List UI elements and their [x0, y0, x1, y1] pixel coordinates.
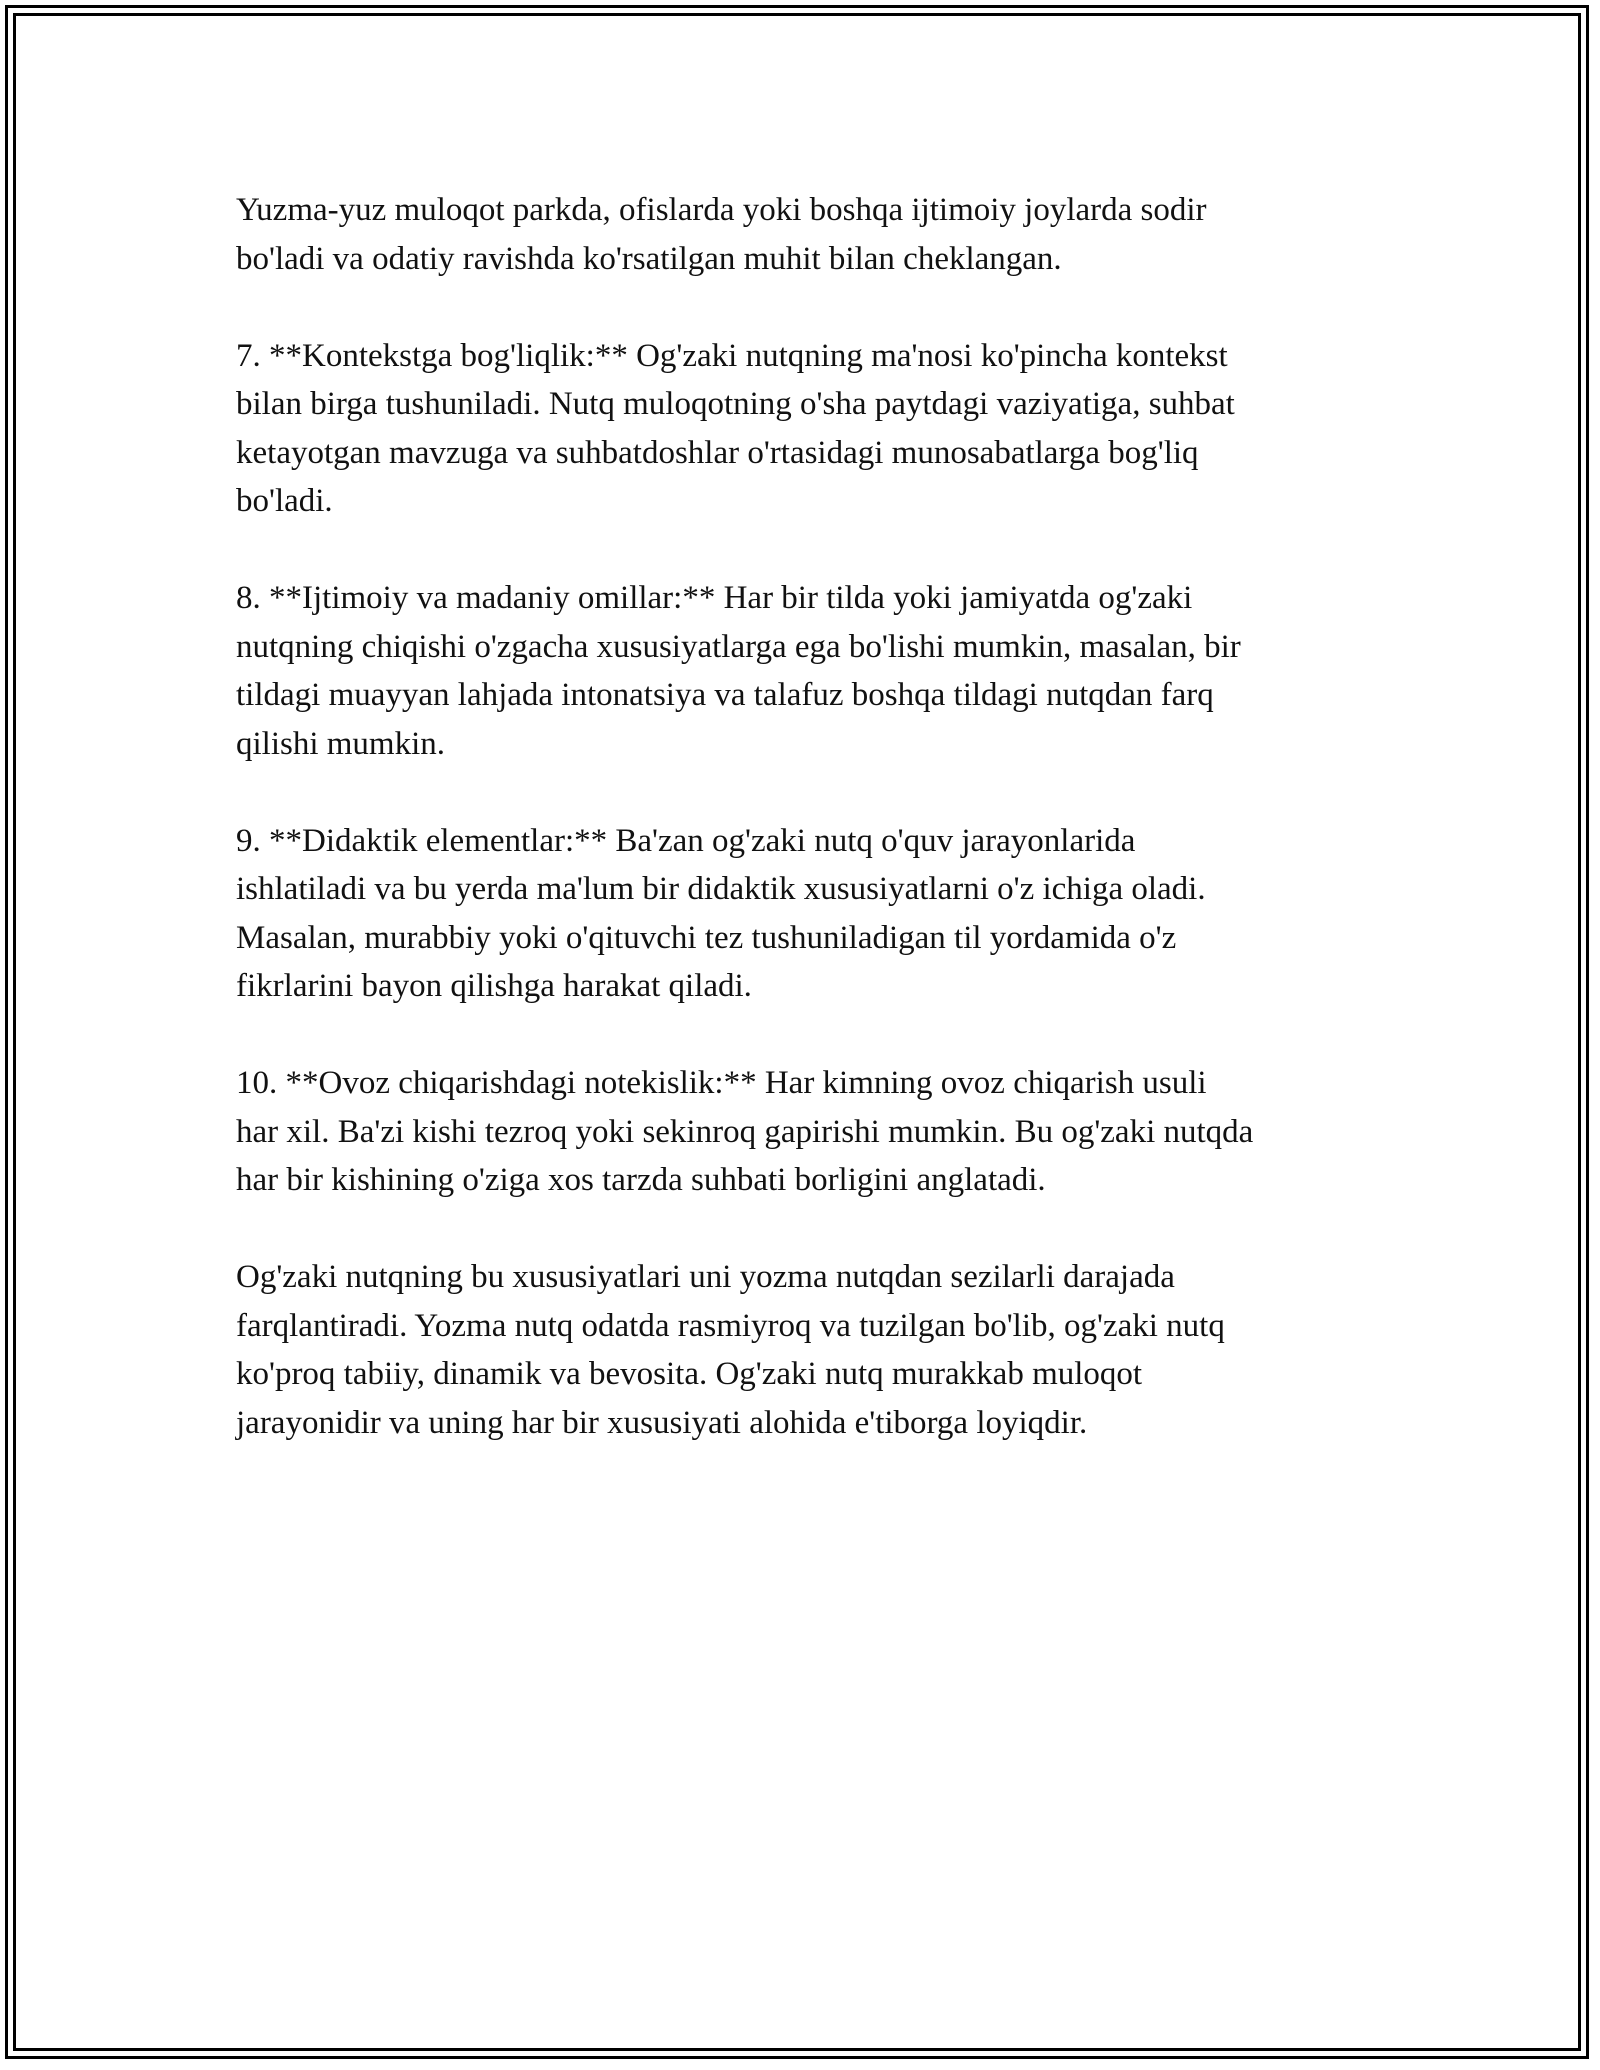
document-body [236, 186, 1396, 1496]
paragraph-item-7: 7. **Kontekstga bog'liqlik:** Og'zaki nutqning ma'nosi ko'pincha kontekst bilan birga tushuniladi. Nutq muloqotning o'sha paytdagi vaziyatiga, suhbat ketayotgan mavzuga va suhbatdoshlar o'rtasidagi munosabatlarga bog'liq bo'ladi. [236, 337, 1235, 519]
paragraph-item-9: 9. **Didaktik elementlar:** Ba'zan og'zaki nutq o'quv jarayonlarida ishlatiladi va bu yerda ma'lum bir didaktik xususiyatlarni o'z ichiga oladi. Masalan, murabbiy yoki o'qituvchi tez tushuniladigan til yordamida o'z fikrlarini bayon qilishga harakat qiladi. [236, 822, 1206, 1004]
paragraph-conclusion: Og'zaki nutqning bu xususiyatlari uni yozma nutqdan sezilarli darajada farqlantiradi. Yozma nutq odatda rasmiyroq va tuzilgan bo'lib, og'zaki nutq ko'proq tabiiy, dinamik va bevosita. Og'zaki nutq murakkab muloqot jarayonidir va uning har bir xususiyati alohida e'tiborga loyiqdir. [236, 1259, 1225, 1441]
paragraph-item-8: 8. **Ijtimoiy va madaniy omillar:** Har bir tilda yoki jamiyatda og'zaki nutqning chiqishi o'zgacha xususiyatlarga ega bo'lishi mumkin, masalan, bir tildagi muayyan lahjada intonatsiya va talafuz boshqa tildagi nutqdan farq qilishi mumkin. [236, 580, 1241, 762]
paragraph-item-10: 10. **Ovoz chiqarishdagi notekislik:** Har kimning ovoz chiqarish usuli har xil. Ba'zi kishi tezroq yoki sekinroq gapirishi mumkin. Bu og'zaki nutqda har bir kishining o'ziga xos tarzda suhbati borligini anglatadi. [236, 1065, 1254, 1198]
paragraph-intro-continuation: Yuzma-yuz muloqot parkda, ofislarda yoki boshqa ijtimoiy joylarda sodir bo'ladi va odatiy ravishda ko'rsatilgan muhit bilan cheklangan. [236, 192, 1207, 277]
